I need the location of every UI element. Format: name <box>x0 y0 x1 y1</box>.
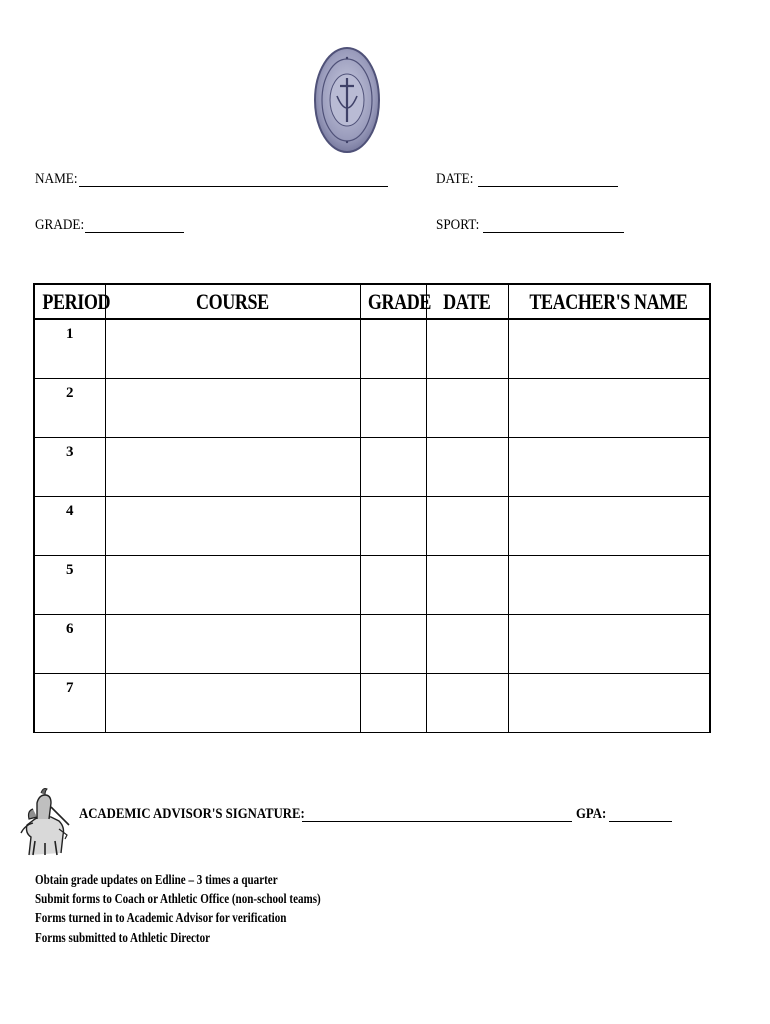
name-label: NAME: <box>35 171 78 187</box>
period-number: 1 <box>34 319 105 378</box>
table-header-row <box>34 284 710 319</box>
teacher-name-cell[interactable] <box>508 555 710 614</box>
teacher-name-cell[interactable] <box>508 437 710 496</box>
gpa-label: GPA: <box>576 806 607 822</box>
name-field[interactable] <box>79 186 388 187</box>
knight-mascot-icon <box>15 785 71 857</box>
period-number: 4 <box>34 496 105 555</box>
header-grade: GRADE <box>360 284 426 319</box>
header-teacher-name: TEACHER'S NAME <box>508 284 710 319</box>
grade-cell[interactable] <box>360 673 426 732</box>
period-number: 5 <box>34 555 105 614</box>
grades-table <box>33 283 711 733</box>
table-row <box>34 496 710 555</box>
period-number: 7 <box>34 673 105 732</box>
teacher-name-cell[interactable] <box>508 614 710 673</box>
date-cell[interactable] <box>426 555 508 614</box>
list-item: Forms turned in to Academic Advisor for verification <box>35 910 287 926</box>
date-cell[interactable] <box>426 378 508 437</box>
table-row <box>34 437 710 496</box>
teacher-name-cell[interactable] <box>508 673 710 732</box>
period-number: 2 <box>34 378 105 437</box>
course-cell[interactable] <box>105 437 360 496</box>
course-cell[interactable] <box>105 614 360 673</box>
grade-label: GRADE: <box>35 217 85 233</box>
header-course: COURSE <box>105 284 360 319</box>
period-number: 3 <box>34 437 105 496</box>
sport-field[interactable] <box>483 232 624 233</box>
list-item: Forms submitted to Athletic Director <box>35 929 211 945</box>
table-row <box>34 319 710 378</box>
school-seal-icon <box>313 44 381 156</box>
grade-cell[interactable] <box>360 319 426 378</box>
course-cell[interactable] <box>105 555 360 614</box>
table-row <box>34 614 710 673</box>
grade-cell[interactable] <box>360 496 426 555</box>
course-cell[interactable] <box>105 673 360 732</box>
table-row <box>34 555 710 614</box>
course-cell[interactable] <box>105 496 360 555</box>
date-field[interactable] <box>478 186 618 187</box>
course-cell[interactable] <box>105 319 360 378</box>
grade-cell[interactable] <box>360 437 426 496</box>
grade-field[interactable] <box>85 232 184 233</box>
date-cell[interactable] <box>426 319 508 378</box>
grade-cell[interactable] <box>360 378 426 437</box>
header-period: PERIOD <box>34 284 105 319</box>
period-number: 6 <box>34 614 105 673</box>
list-item: Submit forms to Coach or Athletic Office (non-school teams) <box>35 891 321 907</box>
instructions-list <box>35 870 383 947</box>
grade-cell[interactable] <box>360 555 426 614</box>
teacher-name-cell[interactable] <box>508 496 710 555</box>
course-cell[interactable] <box>105 378 360 437</box>
teacher-name-cell[interactable] <box>508 378 710 437</box>
header-date: DATE <box>426 284 508 319</box>
grade-cell[interactable] <box>360 614 426 673</box>
teacher-name-cell[interactable] <box>508 319 710 378</box>
date-label: DATE: <box>436 171 474 187</box>
list-item: Obtain grade updates on Edline – 3 times a quarter <box>35 872 278 887</box>
advisor-signature-field[interactable] <box>302 821 572 822</box>
date-cell[interactable] <box>426 614 508 673</box>
date-cell[interactable] <box>426 673 508 732</box>
advisor-signature-label: ACADEMIC ADVISOR'S SIGNATURE: <box>79 806 305 822</box>
table-row <box>34 378 710 437</box>
date-cell[interactable] <box>426 496 508 555</box>
gpa-field[interactable] <box>609 821 672 822</box>
sport-label: SPORT: <box>436 217 480 233</box>
date-cell[interactable] <box>426 437 508 496</box>
table-row <box>34 673 710 732</box>
